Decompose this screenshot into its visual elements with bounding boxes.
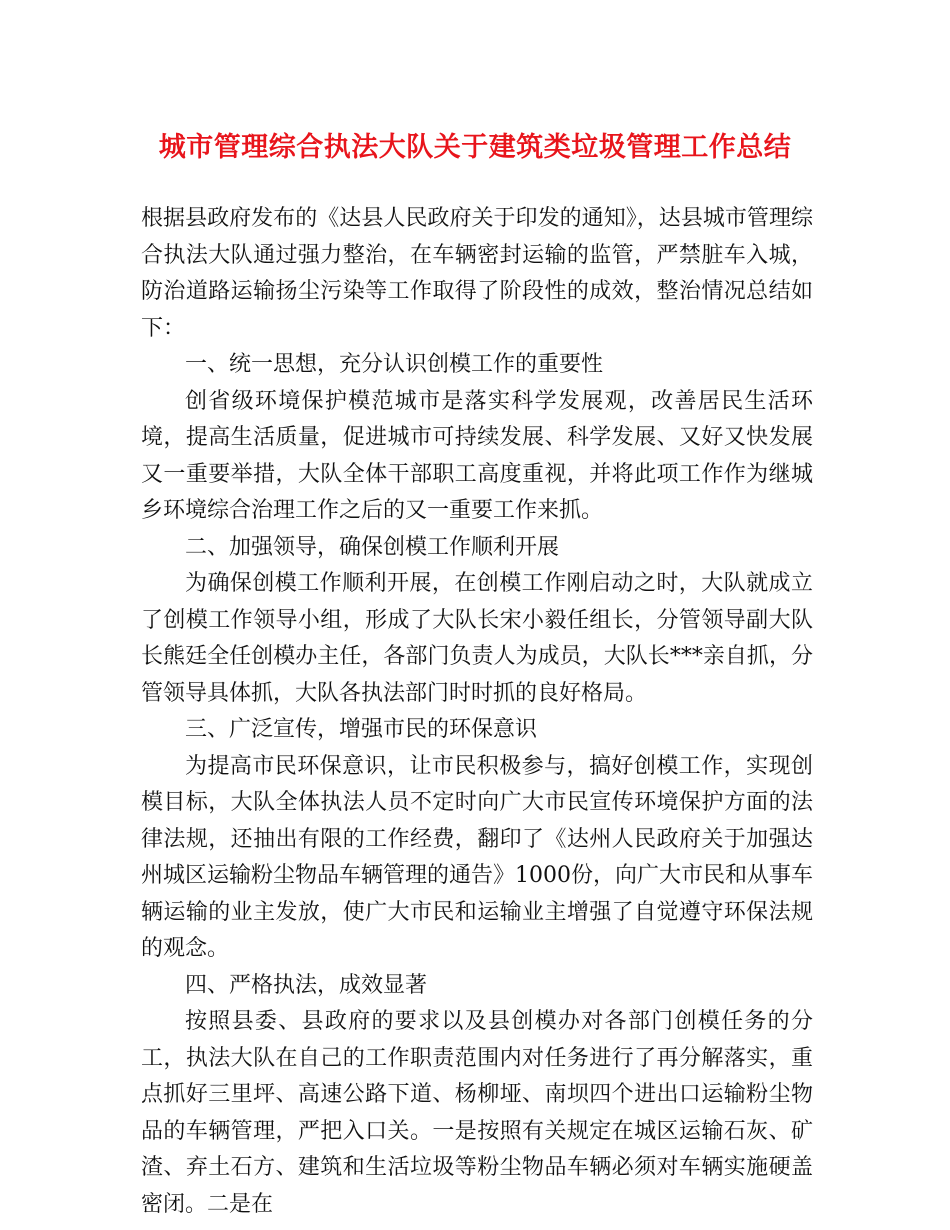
paragraph-section-1: 创省级环境保护模范城市是落实科学发展观，改善居民生活环境，提高生活质量，促进城市可持续发展、科学发展、又好又快发展又一重要举措，大队全体干部职工高度重视，并将此项工作作为继城乡环境综合治理工作之后的又一重要工作来抓。 (141, 388, 813, 523)
paragraph-section-3: 为提高市民环保意识，让市民积极参与，搞好创模工作，实现创模目标，大队全体执法人员不定时向广大市民宣传环境保护方面的法律法规，还抽出有限的工作经费，翻印了《达州人民政府关于加强达州城区运输粉尘物品车辆管理的通告》1000份，向广大市民和从事车辆运输的业主发放，使广大市民和运输业主增强了自觉遵守环保法规的观念。 (141, 753, 813, 961)
section-heading-2: 二、加强领导，确保创模工作顺利开展 (185, 534, 560, 560)
paragraph-intro: 根据县政府发布的《达县人民政府关于印发的通知》，达县城市管理综合执法大队通过强力整治，在车辆密封运输的监管，严禁脏车入城，防治道路运输扬尘污染等工作取得了阶段性的成效，整治情况总结如下： (141, 206, 813, 341)
section-heading-1: 一、统一思想，充分认识创模工作的重要性 (185, 352, 604, 377)
paragraph-section-2: 为确保创模工作顺利开展，在创模工作刚启动之时，大队就成立了创模工作领导小组，形成了大队长宋小毅任组长，分管领导副大队长熊廷全任创模办主任，各部门负责人为成员，大队长***亲自抓，分管领导具体抓，大队各执法部门时时抓的良好格局。 (141, 571, 813, 706)
paragraph-section-4: 按照县委、县政府的要求以及县创模办对各部门创模任务的分工，执法大队在自己的工作职责范围内对任务进行了再分解落实，重点抓好三里坪、高速公路下道、杨柳垭、南坝四个进出口运输粉尘物品的车辆管理，严把入口关。一是按照有关规定在城区运输石灰、矿渣、弃土石方、建筑和生活垃圾等粉尘物品车辆必须对车辆实施硬盖密闭。二是在 (141, 1009, 813, 1217)
document-body (141, 201, 813, 1223)
document-title: 城市管理综合执法大队关于建筑类垃圾管理工作总结 (158, 132, 792, 163)
section-heading-4: 四、严格执法，成效显著 (185, 972, 428, 998)
section-heading-3: 三、广泛宣传，增强市民的环保意识 (185, 717, 538, 742)
